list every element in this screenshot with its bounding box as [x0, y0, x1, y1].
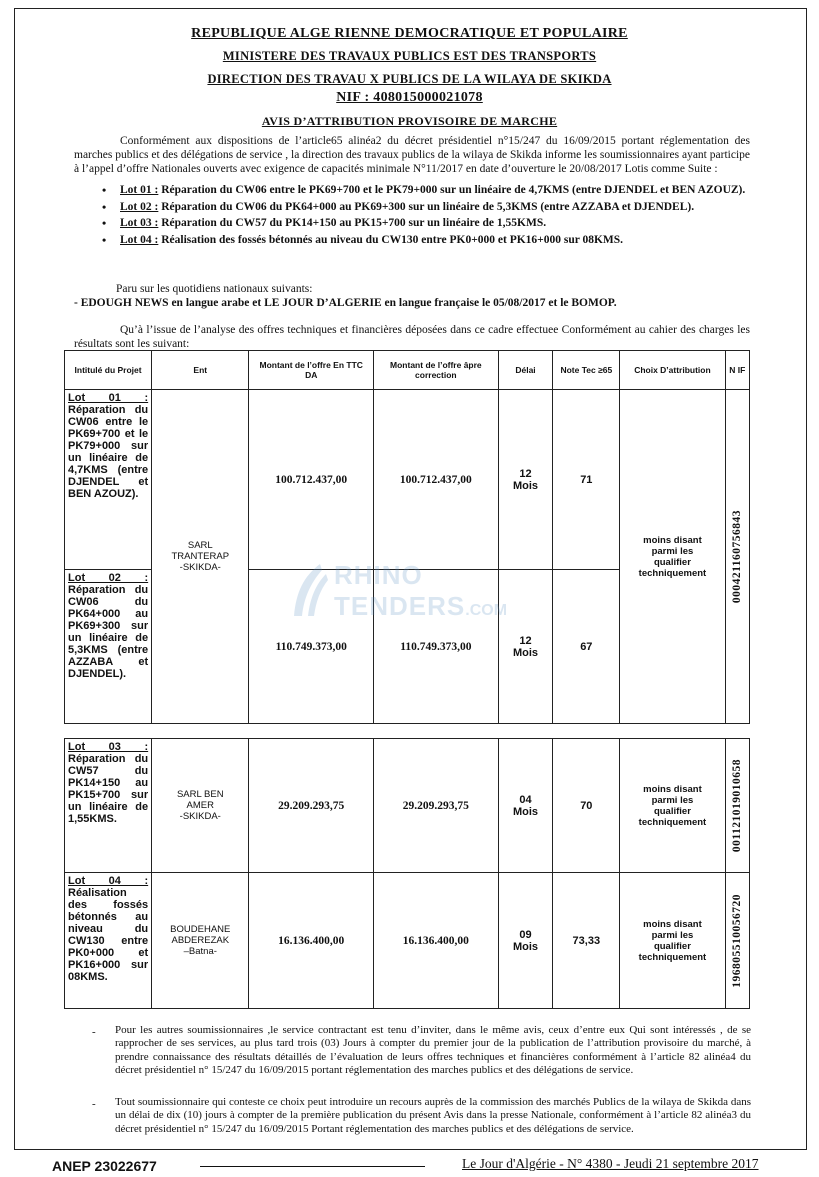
footnote-2: Tout soumissionnaire qui conteste ce choix peut introduire un recours auprès de la commission des marchés Publics de la wilaya de Skikda dans un délai de dix (10) jours à compter de la première publication du présent Avis dans la presse Nationale, conformément à l’article 82 alinéa3 du décret présidentiel n° 15/247 du 16/09/2015 Portant réglementation des marches publics et des délégations de service.	[115, 1096, 751, 1135]
journals-line: - EDOUGH NEWS en langue arabe et LE JOUR D’ALGERIE en langue française le 05/08/2017 et le BOMOP.	[74, 297, 617, 309]
company-cell: SARL TRANTERAP -SKIKDA-	[152, 390, 249, 724]
delay-cell: 12 Mois	[498, 570, 553, 724]
delay-cell: 12 Mois	[498, 390, 553, 570]
header-cell: Note Tec ≥65	[553, 351, 620, 390]
offer-amount: 100.712.437,00	[249, 390, 374, 570]
table-row	[65, 739, 750, 873]
header-cell: N IF	[725, 351, 749, 390]
delay-cell: 04 Mois	[498, 739, 553, 873]
choice-cell: moins disant parmi les qualifier techniquement	[620, 390, 725, 724]
tech-score: 71	[553, 390, 620, 570]
choice-cell: moins disant parmi les qualifier techniquement	[620, 873, 725, 1009]
intro-paragraph: Conformément aux dispositions de l’article65 alinéa2 du décret présidentiel n°15/247 du 16/09/2015 portant réglementation des marches publics et des délégations de service , la direction des travaux publics de la wilaya de Skikda informe les soumissionnaires ayant participe à l’appel d’offre Nationales ouverts avec exigence de capacités minimale N°11/2017 en date d’ouverture le 20/08/2017 Lotis comme Suite :	[74, 135, 750, 176]
bullet-dash: -	[92, 1026, 96, 1038]
table-header-row	[65, 351, 750, 390]
table-row	[65, 390, 750, 570]
header-cell: Ent	[152, 351, 249, 390]
ministry-heading: MINISTERE DES TRAVAUX PUBLICS EST DES TRANSPORTS	[222, 49, 597, 63]
delay-cell: 09 Mois	[498, 873, 553, 1009]
results-table-2	[64, 738, 750, 1009]
corrected-amount: 110.749.373,00	[374, 570, 499, 724]
lots-list	[100, 184, 752, 250]
journals-intro: Paru sur les quotidiens nationaux suivants:	[116, 283, 313, 295]
nif-cell: 001121019010658	[725, 739, 749, 873]
republic-heading: REPUBLIQUE ALGE RIENNE DEMOCRATIQUE ET POPULAIRE	[191, 26, 628, 41]
tech-score: 73,33	[553, 873, 620, 1009]
project-cell: Lot 01 : Réparation du CW06 entre le PK69+700 et le PK79+000 sur un linéaire de 4,7KMS (entre DJENDEL et BEN AZOUZ).	[65, 390, 152, 570]
analysis-paragraph: Qu’à l’issue de l’analyse des offres techniques et financières déposées dans ce cadre effectuee Conformément au cahier des charges les résultats sont les suivant:	[74, 324, 750, 351]
project-cell: Lot 02 : Réparation du CW06 du PK64+000 au PK69+300 sur un linéaire de 5,3KMS (entre AZZABA et DJENDEL).	[65, 570, 152, 724]
tech-score: 70	[553, 739, 620, 873]
watermark-line2: TENDERS	[334, 591, 466, 621]
header-cell: Montant de l’offre En TTC DA	[249, 351, 374, 390]
table-row	[65, 873, 750, 1009]
results-table-1	[64, 350, 750, 724]
tech-score: 67	[553, 570, 620, 724]
footnote-1: Pour les autres soumissionnaires ,le service contractant est tenu d’inviter, dans le même avis, ceux d’entre eux Qui sont intéressés , de se rapprocher de ses services, au plus tard trois (03) Jours à compter du premier jour de la publication de l’attribution provisoire du marché, à prendre connaissance des résultats détaillés de l’évaluation de leurs offres techniques et financières conformément à l’article 82 alinéa4 du décret présidentiel n° 15/247 du 16/09/2015 portant réglementation des marches publics et des délégations de service.	[115, 1024, 751, 1077]
watermark-suffix: .COM	[465, 602, 508, 619]
list-item: • Lot 03 : Réparation du CW57 du PK14+150 au PK15+700 sur un linéaire de 1,55KMS.	[100, 217, 752, 231]
list-item: • Lot 04 : Réalisation des fossés bétonnés au niveau du CW130 entre PK0+000 et PK16+000 sur 08KMS.	[100, 234, 752, 248]
header-cell: Montant de l’offre âpre correction	[374, 351, 499, 390]
offer-amount: 110.749.373,00	[249, 570, 374, 724]
offer-amount: 16.136.400,00	[249, 873, 374, 1009]
corrected-amount: 29.209.293,75	[374, 739, 499, 873]
bullet-dash: -	[92, 1098, 96, 1110]
corrected-amount: 100.712.437,00	[374, 390, 499, 570]
offer-amount: 29.209.293,75	[249, 739, 374, 873]
choice-cell: moins disant parmi les qualifier techniquement	[620, 739, 725, 873]
watermark-line1: RHINO	[334, 560, 423, 590]
nif-heading: NIF : 408015000021078	[336, 90, 483, 105]
header-cell: Choix D’attribution	[620, 351, 725, 390]
header-cell: Délai	[498, 351, 553, 390]
nif-cell: 196805510056720	[725, 873, 749, 1009]
project-cell: Lot 04 : Réalisation des fossés bétonnés au niveau du CW130 entre PK0+000 et PK16+000 sur 08KMS.	[65, 873, 152, 1009]
company-cell: BOUDEHANE ABDEREZAK –Batna-	[152, 873, 249, 1009]
corrected-amount: 16.136.400,00	[374, 873, 499, 1009]
header-cell: Intitulé du Projet	[65, 351, 152, 390]
anep-reference: ANEP 23022677	[52, 1158, 157, 1174]
journal-reference: Le Jour d'Algérie - N° 4380 - Jeudi 21 septembre 2017	[462, 1156, 759, 1171]
footer-rule	[200, 1166, 425, 1167]
list-item: • Lot 01 : Réparation du CW06 entre le PK69+700 et le PK79+000 sur un linéaire de 4,7KMS (entre DJENDEL et BEN AZOUZ).	[100, 184, 752, 198]
notice-title: AVIS D’ATTRIBUTION PROVISOIRE DE MARCHE	[261, 114, 558, 128]
list-item: • Lot 02 : Réparation du CW06 du PK64+000 au PK69+300 sur un linéaire de 5,3KMS (entre AZZABA et DJENDEL).	[100, 201, 752, 215]
project-cell: Lot 03 : Réparation du CW57 du PK14+150 au PK15+700 sur un linéaire de 1,55KMS.	[65, 739, 152, 873]
direction-heading: DIRECTION DES TRAVAU X PUBLICS DE LA WILAYA DE SKIKDA	[207, 72, 612, 86]
company-cell: SARL BEN AMER -SKIKDA-	[152, 739, 249, 873]
nif-cell: 000421160756843	[725, 390, 749, 724]
